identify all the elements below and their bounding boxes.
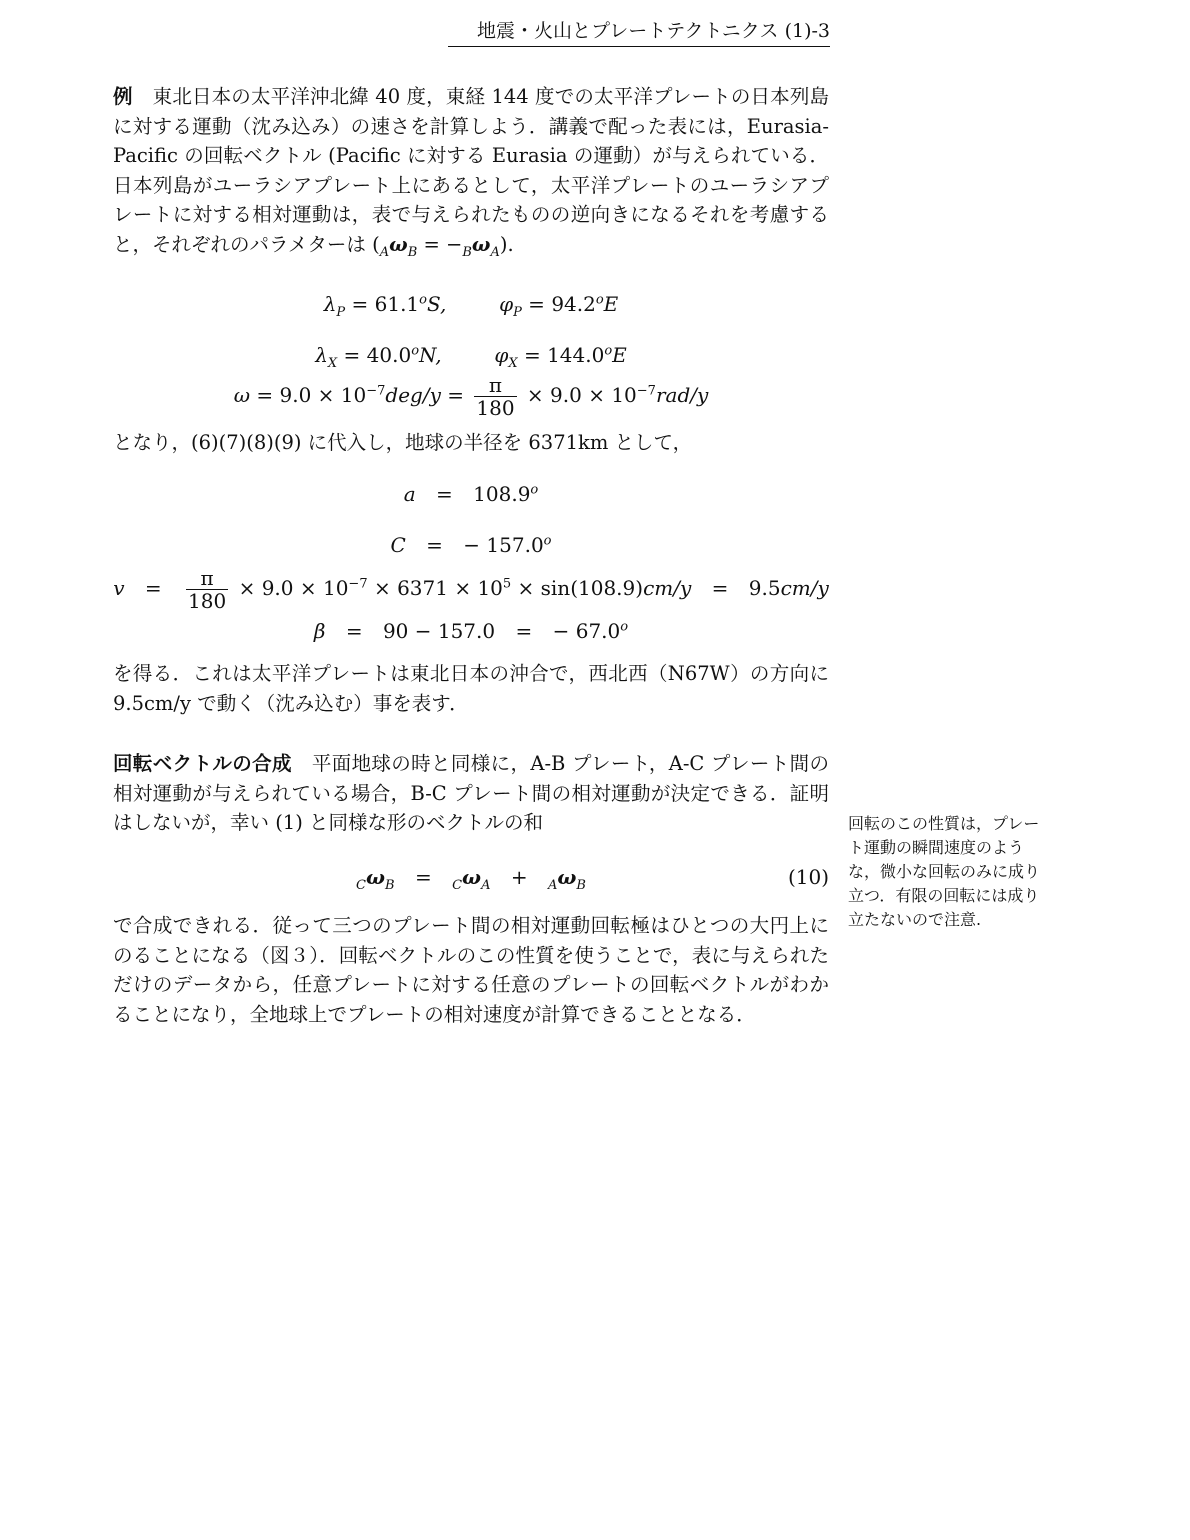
- a-value: 108.9: [473, 482, 531, 506]
- composition-title: 回転ベクトルの合成: [113, 752, 292, 775]
- pi-fraction: $\frac{\pi}{180}$: [476, 373, 515, 420]
- pole-lon-dir: E: [603, 292, 619, 316]
- equation-number: (10): [787, 865, 829, 889]
- beta-result: − 67.0: [552, 619, 621, 643]
- site-lon: 144.0: [547, 343, 605, 367]
- example-label: 例: [113, 85, 133, 108]
- running-header: 地震・火山とプレートテクトニクス (1)-3: [448, 18, 830, 47]
- equation-pole: $\lambda_P = 61.1^oS$, $\varphi_P = 94.2^oE$: [323, 292, 619, 320]
- example-text: 東北日本の太平洋沖北緯 40 度，東経 144 度での太平洋プレートの日本列島に対する運動（沈み込み）の速さを計算しよう．講義で配った表には，Eurasia-Pacific の回転ベクトル (Pacific に対する Eurasia の運動）が与えられている．日本列島がユーラシアプレート上にあるとして，太平洋プレートのユーラシアプレートに対する相対運動は，表で与えられたものの逆向きになるそれを考慮すると，それぞれのパラメターは: [113, 85, 829, 256]
- c-value: − 157.0: [463, 533, 544, 557]
- equation-c: C = − $157.0^o$: [390, 533, 552, 557]
- equation-beta: β = 90 − 157.0 = − $67.0^o$: [313, 619, 629, 643]
- equation-v: v = $\frac{\pi}{180}$ × $9.0 \times 10^{-7} \times 6371 \times 10^5 \times \sin(108.9)cm/y = 9.5cm/y$: [113, 566, 829, 613]
- v-result: 9.5: [748, 576, 781, 600]
- deg-unit: deg/y: [385, 383, 441, 407]
- rad-unit: rad/y: [655, 383, 709, 407]
- pole-lat: 61.1: [374, 292, 420, 316]
- pole-lon: 94.2: [551, 292, 596, 316]
- pole-lat-dir: S,: [426, 292, 447, 316]
- composition-text: 平面地球の時と同様に，A-B プレート，A-C プレート間の相対運動が与えられている場合，B-C プレート間の相対運動が決定できる．証明はしないが，幸い (1) と同様な形のベクトルの和: [113, 752, 829, 834]
- equation-omega: $\omega = 9.0 \times 10^{-7}deg/y$ = $\frac{\pi}{180}$ × $9.0 \times 10^{-7}rad/y$: [233, 373, 709, 420]
- closing-paragraph: で合成できれる．従って三つのプレート間の相対運動回転極はひとつの大円上にのることになる（図３）．回転ベクトルのこの性質を使うことで，表に与えられただけのデータから，任意プレートに対する任意のプレートの回転ベクトルがわかることになり，全地球上でプレートの相対速度が計算できることとなる．: [113, 914, 829, 1026]
- omega-exp: −7: [366, 383, 386, 399]
- result-paragraph: を得る．これは太平洋プレートは東北日本の沖合で，西北西（N67W）の方向に 9.5cm/y で動く（沈み込む）事を表す．: [113, 662, 829, 715]
- site-lon-dir: E: [612, 343, 627, 367]
- site-lat: 40.0: [366, 343, 412, 367]
- site-lat-dir: N,: [419, 343, 442, 367]
- example-paragraph: 例 東北日本の太平洋沖北緯 40 度，東経 144 度での太平洋プレートの日本列島に対する運動（沈み込み）の速さを計算しよう．講義で配った表には，Eurasia-Pacific の回転ベクトル (Pacific に対する Eurasia の運動）が与えられている．日本列島がユーラシアプレート上にあるとして，太平洋プレートのユーラシアプレートに対する相対運動は，表で与えられたものの逆向きになるそれを考慮すると，それぞれのパラメターは $(_A\omega_B = -_B\omega_A)$.: [113, 85, 829, 260]
- margin-note: 回転のこの性質は，プレート運動の瞬間速度のような，微小な回転のみに成り立つ．有限の回転には成り立たないので注意.: [848, 814, 1041, 929]
- omega-deg: 9.0 × 10: [279, 383, 367, 407]
- beta-expr: 90 − 157.0: [382, 619, 496, 643]
- equation-10: $_C\omega_B = _C\omega_A + _A\omega_B$ (10): [356, 865, 829, 893]
- composition-paragraph: [113, 749, 829, 838]
- equation-site: $\lambda_X = 40.0^oN$, $\varphi_X = 144.0^oE$: [315, 343, 627, 371]
- equation-a: a = 108.9$^o$: [403, 482, 539, 506]
- substitution-paragraph: となり，(6)(7)(8)(9) に代入し，地球の半径を 6371km として，: [113, 431, 693, 454]
